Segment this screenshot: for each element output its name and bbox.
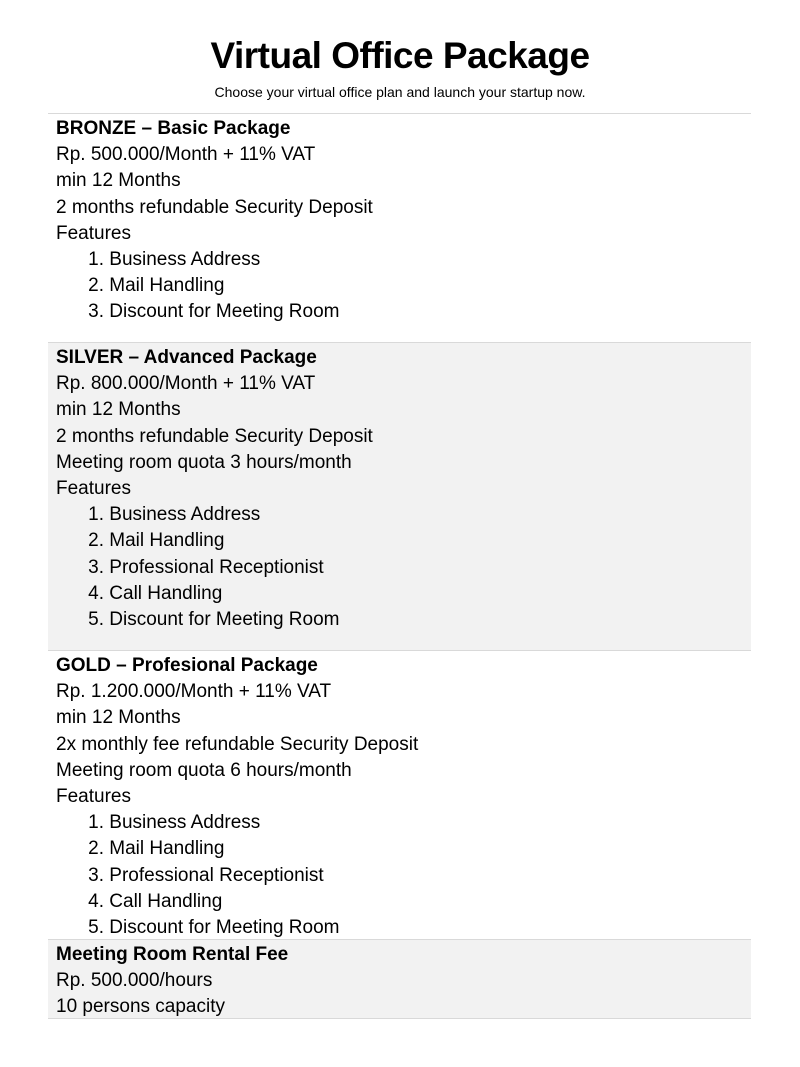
package-min-term: min 12 Months bbox=[56, 399, 181, 421]
package-gold bbox=[48, 650, 751, 939]
feature-item: 2. Mail Handling bbox=[88, 275, 225, 297]
page-subtitle: Choose your virtual office plan and launch your startup now. bbox=[214, 84, 586, 100]
package-name: SILVER – Advanced Package bbox=[56, 347, 317, 368]
feature-item: 2. Mail Handling bbox=[88, 530, 225, 552]
package-deposit: 2 months refundable Security Deposit bbox=[56, 425, 373, 447]
package-deposit: 2x monthly fee refundable Security Deposit bbox=[56, 733, 419, 755]
feature-item: 3. Professional Receptionist bbox=[88, 556, 324, 578]
feature-item: 5. Discount for Meeting Room bbox=[88, 609, 340, 631]
package-silver bbox=[48, 342, 751, 650]
features-list bbox=[56, 502, 743, 633]
feature-item: 2. Mail Handling bbox=[88, 838, 225, 860]
features-heading: Features bbox=[56, 222, 131, 244]
meeting-room-capacity: 10 persons capacity bbox=[56, 996, 225, 1018]
meeting-room-title: Meeting Room Rental Fee bbox=[56, 944, 289, 965]
package-price: Rp. 800.000/Month + 11% VAT bbox=[56, 373, 316, 395]
meeting-room-price: Rp. 500.000/hours bbox=[56, 970, 213, 992]
feature-item: 4. Call Handling bbox=[88, 582, 223, 604]
feature-item: 3. Discount for Meeting Room bbox=[88, 301, 340, 323]
feature-item: 1. Business Address bbox=[88, 249, 261, 271]
features-list bbox=[56, 810, 743, 941]
feature-item: 1. Business Address bbox=[88, 504, 261, 526]
package-meeting-quota: Meeting room quota 6 hours/month bbox=[56, 759, 352, 781]
package-name: GOLD – Profesional Package bbox=[56, 655, 318, 676]
package-name: BRONZE – Basic Package bbox=[56, 118, 291, 139]
package-bronze bbox=[48, 113, 751, 342]
page-title: Virtual Office Package bbox=[210, 35, 590, 76]
package-price: Rp. 1.200.000/Month + 11% VAT bbox=[56, 681, 332, 703]
features-heading: Features bbox=[56, 478, 131, 500]
feature-item: 4. Call Handling bbox=[88, 890, 223, 912]
package-deposit: 2 months refundable Security Deposit bbox=[56, 196, 373, 218]
feature-item: 5. Discount for Meeting Room bbox=[88, 917, 340, 939]
package-meeting-quota: Meeting room quota 3 hours/month bbox=[56, 451, 352, 473]
package-min-term: min 12 Months bbox=[56, 170, 181, 192]
meeting-room-rental bbox=[48, 939, 751, 1019]
package-table bbox=[48, 113, 751, 1019]
package-price: Rp. 500.000/Month + 11% VAT bbox=[56, 144, 316, 166]
features-heading: Features bbox=[56, 786, 131, 808]
feature-item: 1. Business Address bbox=[88, 812, 261, 834]
package-min-term: min 12 Months bbox=[56, 707, 181, 729]
feature-item: 3. Professional Receptionist bbox=[88, 864, 324, 886]
features-list bbox=[56, 247, 743, 326]
